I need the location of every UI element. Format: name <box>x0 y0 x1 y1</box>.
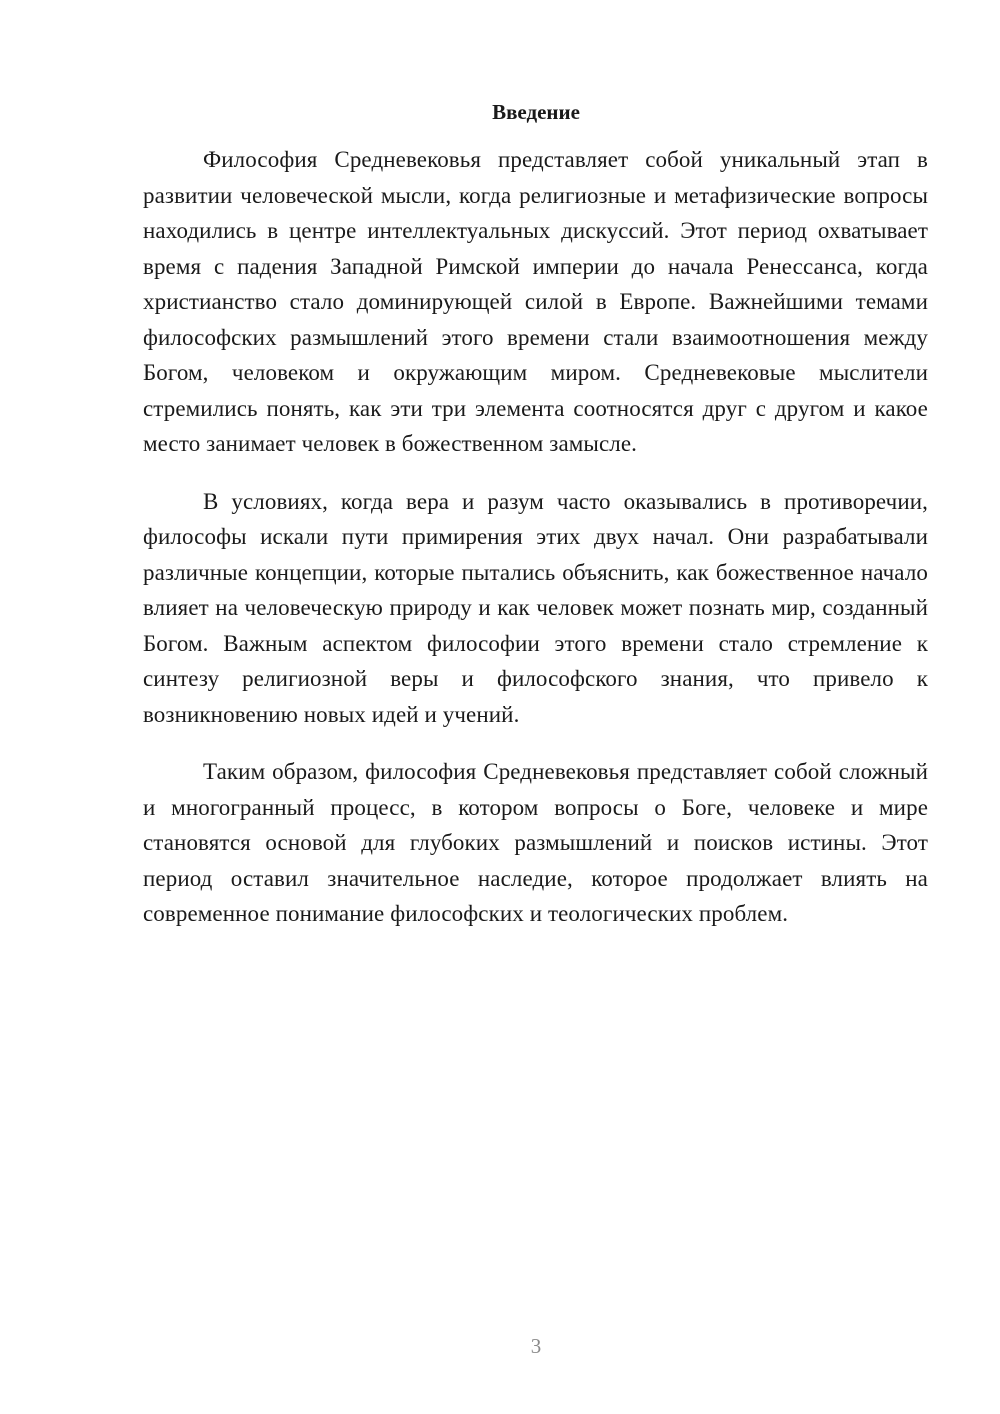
paragraph-3: Таким образом, философия Средневековья представляет собой сложный и многогранный процесс, в котором вопросы о Боге, человеке и мире становятся основой для глубоких размышлений и поисков истины. Этот период оставил значительное наследие, которое продолжает влиять на современное понимание философских и теологических проблем. <box>143 759 928 926</box>
paragraph-1: Философия Средневековья представляет собой уникальный этап в развитии человеческой мысли, когда религиозные и метафизические вопросы находились в центре интеллектуальных дискуссий. Этот период охватывает время с падения Западной Римской империи до начала Ренессанса, когда христианство стало доминирующей силой в Европе. Важнейшими темами философских размышлений этого времени стали взаимоотношения между Богом, человеком и окружающим миром. Средневековые мыслители стремились понять, как эти три элемента соотносятся друг с другом и какое место занимает человек в божественном замысле. <box>143 147 928 456</box>
paragraph-2: В условиях, когда вера и разум часто оказывались в противоречии, философы искали пути примирения этих двух начал. Они разрабатывали различные концепции, которые пытались объяснить, как божественное начало влияет на человеческую природу и как человек может познать мир, созданный Богом. Важным аспектом философии этого времени стало стремление к синтезу религиозной веры и философского знания, что привело к возникновению новых идей и учений. <box>143 488 928 727</box>
page-number: 3 <box>530 1334 542 1358</box>
document-body <box>143 142 928 954</box>
section-title: Введение <box>492 100 580 124</box>
